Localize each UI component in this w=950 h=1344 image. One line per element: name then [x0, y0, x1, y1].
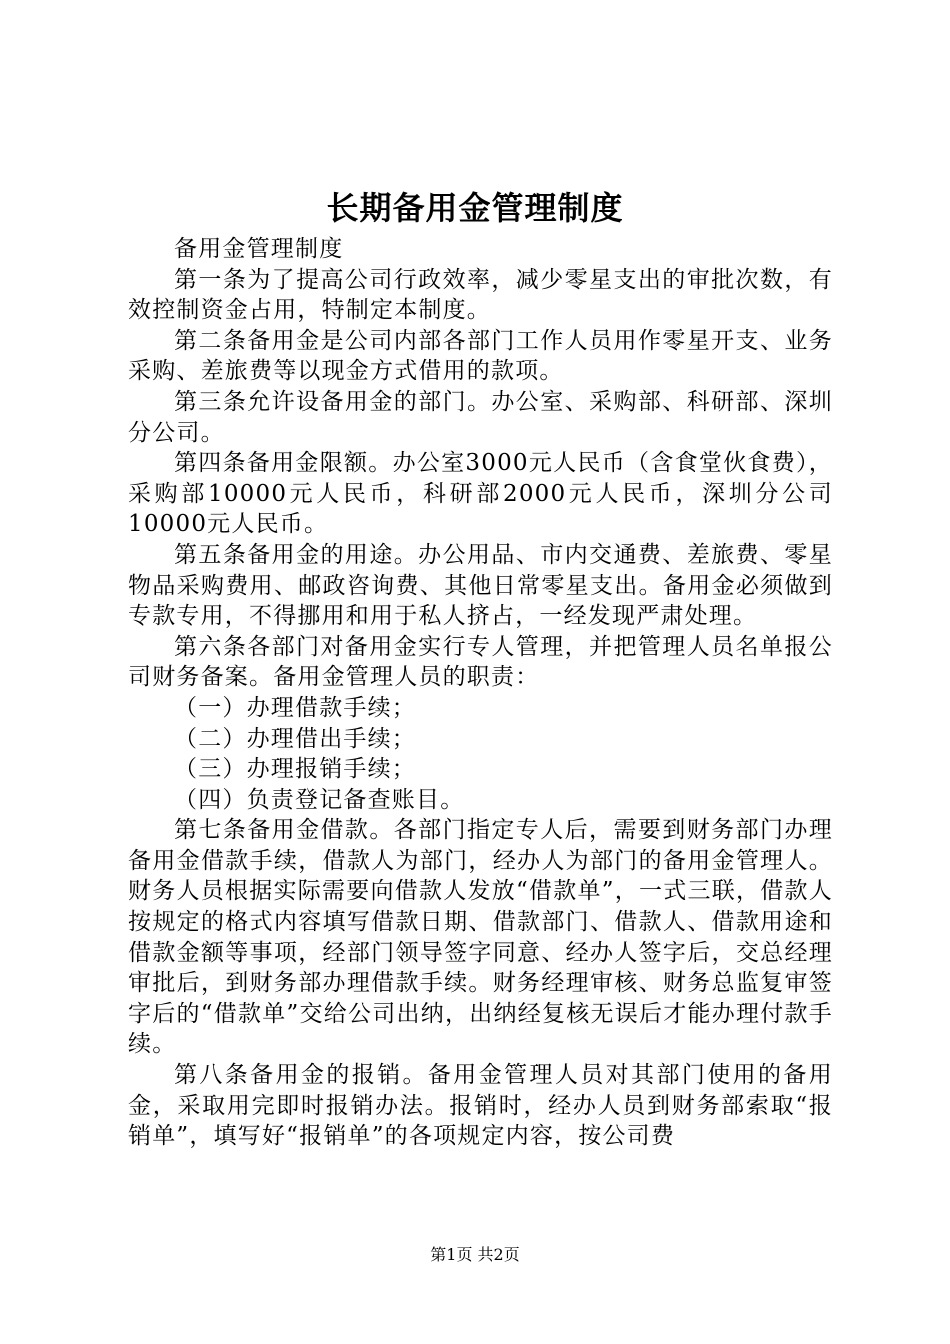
paragraph-article-6: 第六条各部门对备用金实行专人管理，并把管理人员名单报公司财务备案。备用金管理人员的职责： [128, 633, 833, 691]
paragraph-article-4: 第四条备用金限额。办公室3000元人民币（含食堂伙食费），采购部10000元人民币，科研部2000元人民币，深圳分公司10000元人民币。 [128, 450, 833, 538]
list-item-duty-4: （四）负责登记备查账目。 [174, 786, 465, 813]
paragraph-article-2: 第二条备用金是公司内部各部门工作人员用作零星开支、业务采购、差旅费等以现金方式借用的款项。 [128, 327, 833, 385]
list-item-duty-3: （三）办理报销手续； [174, 756, 416, 783]
paragraph-article-1: 第一条为了提高公司行政效率，减少零星支出的审批次数，有效控制资金占用，特制定本制度。 [128, 266, 833, 324]
list-item-duty-1: （一）办理借款手续； [174, 694, 416, 721]
list-item-duty-2: （二）办理借出手续； [174, 725, 416, 752]
page-footer: 第1页 共2页 [430, 1245, 520, 1264]
paragraph-article-7: 第七条备用金借款。各部门指定专人后，需要到财务部门办理备用金借款手续，借款人为部门，经办人为部门的备用金管理人。财务人员根据实际需要向借款人发放“借款单”，一式三联，借款人按规定的格式内容填写借款日期、借款部门、借款人、借款用途和借款金额等事项，经部门领导签字同意、经办人签字后，交总经理审批后，到财务部办理借款手续。财务经理审核、财务总监复审签字后的“借款单”交给公司出纳，出纳经复核无误后才能办理付款手续。 [128, 817, 833, 1058]
paragraph-subtitle: 备用金管理制度 [174, 236, 344, 262]
paragraph-article-3: 第三条允许设备用金的部门。办公室、采购部、科研部、深圳分公司。 [128, 388, 833, 446]
document-body [128, 234, 833, 1152]
paragraph-article-8: 第八条备用金的报销。备用金管理人员对其部门使用的备用金，采取用完即时报销办法。报销时，经办人员到财务部索取“报销单”，填写好“报销单”的各项规定内容，按公司费 [128, 1062, 833, 1150]
document-title: 长期备用金管理制度 [326, 189, 624, 227]
paragraph-article-5: 第五条备用金的用途。办公用品、市内交通费、差旅费、零星物品采购费用、邮政咨询费、其他日常零星支出。备用金必须做到专款专用，不得挪用和用于私人挤占，一经发现严肃处理。 [128, 541, 833, 630]
